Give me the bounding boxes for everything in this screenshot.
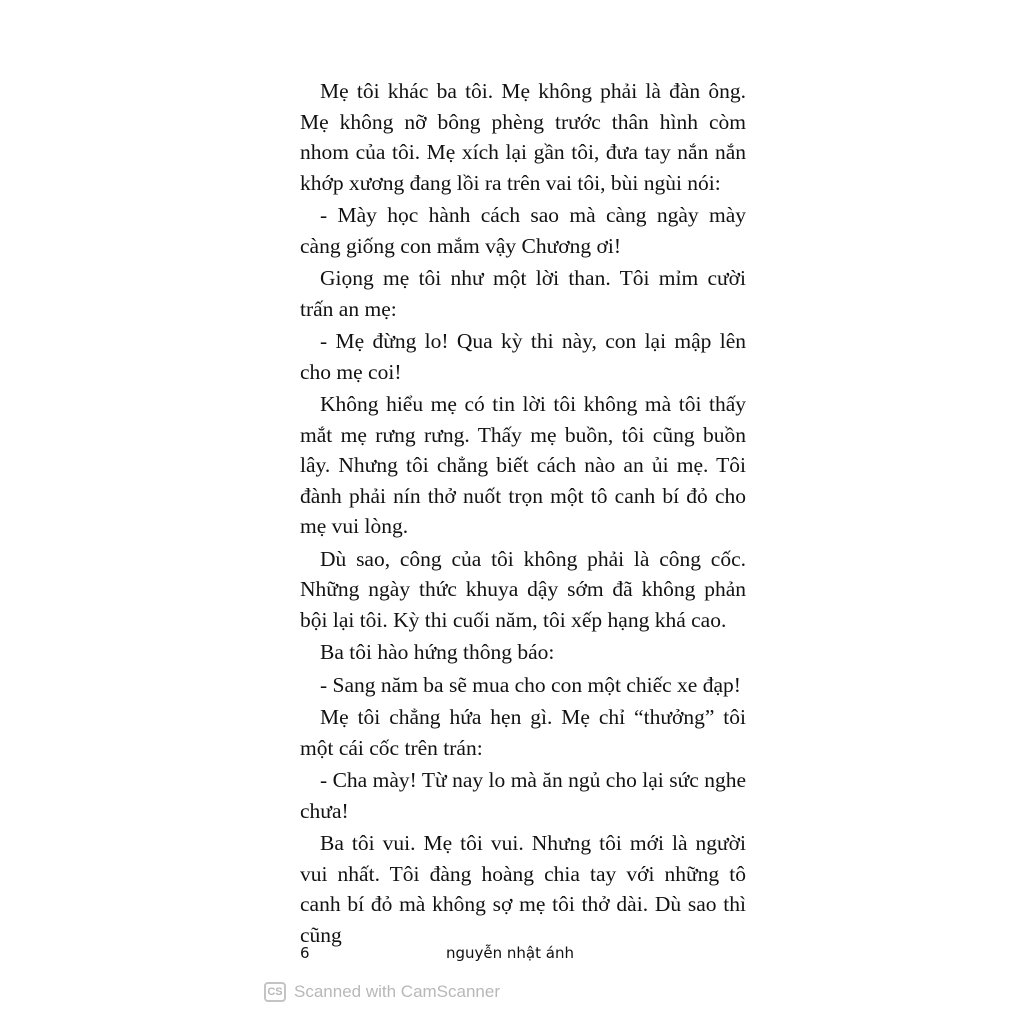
paragraph: Giọng mẹ tôi như một lời than. Tôi mỉm cười trấn an mẹ: <box>300 266 746 321</box>
paragraph: - Cha mày! Từ nay lo mà ăn ngủ cho lại sức nghe chưa! <box>300 768 746 823</box>
camscanner-logo-icon: CS <box>264 982 286 1002</box>
body-text <box>300 76 746 952</box>
paragraph: - Mày học hành cách sao mà càng ngày mày càng giống con mắm vậy Chương ơi! <box>300 203 746 258</box>
paragraph: Ba tôi vui. Mẹ tôi vui. Nhưng tôi mới là người vui nhất. Tôi đàng hoàng chia tay với những tô canh bí đỏ mà không sợ mẹ tôi thở dài. Dù sao thì cũng <box>300 831 746 947</box>
paragraph: Mẹ tôi chẳng hứa hẹn gì. Mẹ chỉ “thưởng” tôi một cái cốc trên trán: <box>300 705 746 760</box>
author-name: nguyễn nhật ánh <box>446 944 574 962</box>
camscanner-watermark <box>264 982 500 1002</box>
paragraph: Không hiểu mẹ có tin lời tôi không mà tôi thấy mắt mẹ rưng rưng. Thấy mẹ buồn, tôi cũng buồn lây. Nhưng tôi chẳng biết cách nào an ủi mẹ. Tôi đành phải nín thở nuốt trọn một tô canh bí đỏ cho mẹ vui lòng. <box>300 392 746 538</box>
paragraph: - Mẹ đừng lo! Qua kỳ thi này, con lại mập lên cho mẹ coi! <box>300 329 746 384</box>
paragraph: Dù sao, công của tôi không phải là công cốc. Những ngày thức khuya dậy sớm đã không phản bội lại tôi. Kỳ thi cuối năm, tôi xếp hạng khá cao. <box>300 546 746 632</box>
paragraph: - Sang năm ba sẽ mua cho con một chiếc xe đạp! <box>320 672 741 697</box>
page-number: 6 <box>300 944 310 962</box>
paragraph: Mẹ tôi khác ba tôi. Mẹ không phải là đàn ông. Mẹ không nỡ bông phèng trước thân hình còm nhom của tôi. Mẹ xích lại gần tôi, đưa tay nắn nắn khớp xương đang lồi ra trên vai tôi, bùi ngùi nói: <box>300 79 746 195</box>
page-footer <box>300 944 746 968</box>
paragraph: Ba tôi hào hứng thông báo: <box>320 640 555 664</box>
watermark-text: Scanned with CamScanner <box>294 982 501 1001</box>
